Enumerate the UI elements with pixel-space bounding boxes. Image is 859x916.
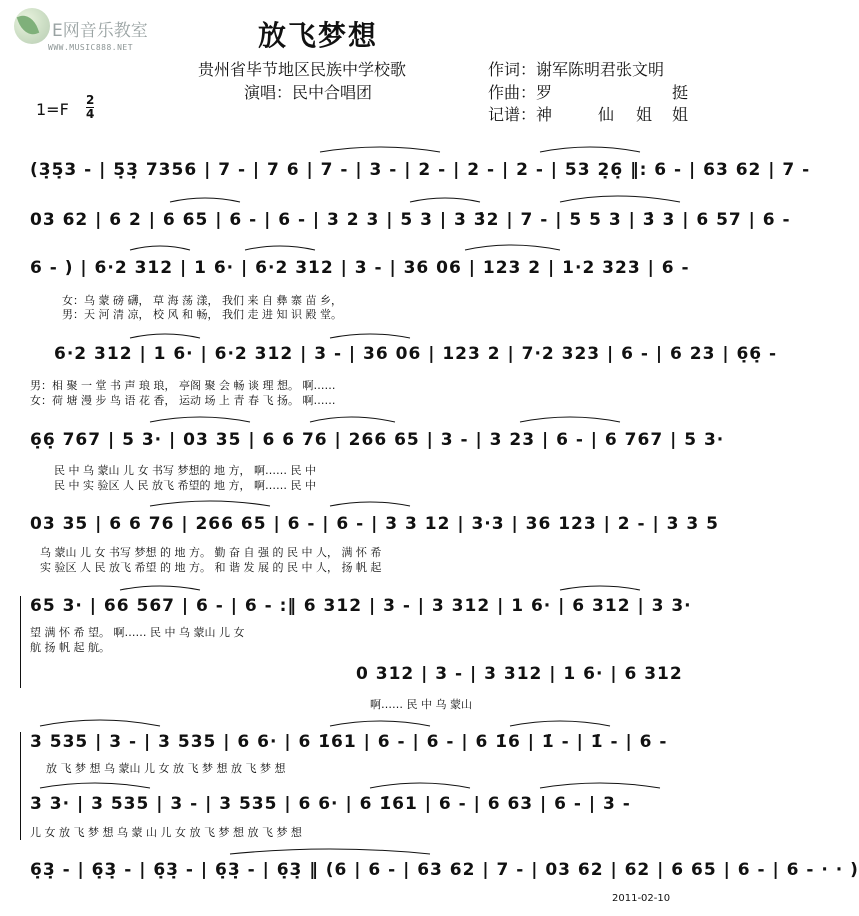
transcriber-credit: 记谱：神 <box>488 105 553 124</box>
score-line-4: 6·2 312 | 1 6· | 6·2 312 | 3 - | 36 06 | 123 2 | 7·2 323 | 6 - | 6 23 | 6̣6̣ - <box>54 344 778 364</box>
slur-arc <box>560 196 680 202</box>
score-line-10: 3 3· | 3 535 | 3 - | 3 535 | 6 6· | 6 1̇61 | 6 - | 6 63 | 6 - | 3 - <box>30 794 631 814</box>
performer: 演唱：民中合唱团 <box>244 83 373 102</box>
slur-arc <box>170 198 240 202</box>
score-line-11: 6̣3̣ - | 6̣3̣ - | 6̣3̣ - | 6̣3̣ - | 6̣3̣ ‖ (6 | 6 - | 63 62 | 7 - | 03 62 | 62 | 6 65 | 6 - | 6 - · · ) <box>30 860 859 880</box>
slur-arc <box>150 501 270 506</box>
slur-arc <box>370 783 470 788</box>
lyric-line-4-male: 男：相 聚 一 堂 书 声 琅 琅， 亭阁 聚 会 畅 谈 理 想。 啊…… <box>30 379 336 392</box>
score-line-6: 03 35 | 6 6 76 | 266 65 | 6 - | 6 - | 3 3 12 | 3·3 | 36 123 | 2 - | 3 3 5 <box>30 514 719 534</box>
transcriber-char: 仙 <box>598 105 615 124</box>
transcriber-char: 姐 <box>672 105 689 124</box>
system-bracket <box>20 732 21 840</box>
slur-arc <box>330 721 430 726</box>
composer-credit: 作曲：罗 <box>488 83 553 102</box>
slur-arc <box>560 586 640 590</box>
song-title: 放飞梦想 <box>258 19 379 52</box>
slur-arc <box>540 783 660 788</box>
slur-arc <box>130 246 190 250</box>
score-line-3: 6 - ) | 6·2 312 | 1 6· | 6·2 312 | 3 - | 36 06 | 123 2 | 1·2 323 | 6 - <box>30 258 690 278</box>
slur-arc <box>465 245 560 250</box>
slur-arc <box>230 849 430 854</box>
transcriber-char: 姐 <box>636 105 653 124</box>
slur-arc <box>320 147 440 152</box>
slur-arc <box>330 502 410 506</box>
score-line-7: 65 3· | 66 567 | 6 - | 6 - :‖ 6 312 | 3 - | 3 312 | 1 6· | 6 312 | 3 3· <box>30 596 692 616</box>
time-signature <box>86 94 94 121</box>
lyric-line-6-a: 乌 蒙山 儿 女 书写 梦想 的 地 方。 勤 奋 自 强 的 民 中 人， 满 怀 希 <box>40 546 382 559</box>
lyric-line-7-a: 望 满 怀 希 望。 啊…… 民 中 乌 蒙山 儿 女 <box>30 626 245 639</box>
slur-arc <box>540 147 640 152</box>
song-subtitle: 贵州省毕节地区民族中学校歌 <box>198 60 407 79</box>
key-signature: 1=F <box>36 100 69 119</box>
score-line-2: 03 62 | 6 2 | 6 65 | 6 - | 6 - | 3 2 3 | 5 3 | 3 3̇2 | 7 - | 5 5 3 | 3̇ 3 | 6 57 | 6 - <box>30 210 791 230</box>
lyric-line-7-b: 航 扬 帆 起 航。 <box>30 641 110 654</box>
composer-name-end: 挺 <box>672 83 689 102</box>
score-line-1: (3̣5̣3 - | 5̣3̣ 7356 | 7 - | 7 6 | 7 - | 3 - | 2 - | 2 - | 2 - | 53 2̣6̣ ‖: 6 - | 63 62 | 7 - <box>30 160 811 180</box>
time-top: 2 <box>86 93 95 107</box>
slur-arc <box>510 721 610 726</box>
lyric-line-10: 儿 女 放 飞 梦 想 乌 蒙 山 儿 女 放 飞 梦 想 放 飞 梦 想 <box>30 826 302 839</box>
slur-arc <box>245 246 315 250</box>
slur-arc <box>120 586 200 590</box>
lyricist-credit: 作词：谢军陈明君张文明 <box>488 60 665 79</box>
lyric-line-4-female: 女：荷 塘 漫 步 鸟 语 花 香， 运动 场 上 青 春 飞 扬。 啊…… <box>30 394 336 407</box>
slur-arc <box>130 334 200 338</box>
logo-text: E网音乐教室 <box>52 21 148 41</box>
date-stamp: 2011-02-10 <box>612 893 671 904</box>
slur-arc <box>150 417 250 422</box>
slur-arc <box>310 417 395 422</box>
lyric-line-3-female: 女：乌 蒙 磅 礴， 草 海 荡 漾， 我们 来 自 彝 寨 苗 乡， <box>62 294 342 307</box>
score-line-5: 6̣6̣ 767 | 5 3· | 03 35 | 6 6 76 | 266 65 | 3 - | 3 23 | 6 - | 6 767 | 5 3· <box>30 430 725 450</box>
score-line-8: 0 312 | 3 - | 3 312 | 1 6· | 6 312 <box>356 664 683 684</box>
lyric-line-9: 放 飞 梦 想 乌 蒙山 儿 女 放 飞 梦 想 放 飞 梦 想 <box>46 762 286 775</box>
lyric-line-5-b: 民 中 实 验区 人 民 放飞 希望的 地 方， 啊…… 民 中 <box>54 479 316 492</box>
time-bottom: 4 <box>86 107 95 121</box>
lyric-line-5-a: 民 中 乌 蒙山 儿 女 书写 梦想的 地 方， 啊…… 民 中 <box>54 464 316 477</box>
slur-arc <box>40 783 150 788</box>
logo-url: WWW.MUSIC888.NET <box>48 43 134 52</box>
slur-arc <box>40 720 160 726</box>
lyric-line-6-b: 实 验区 人 民 放飞 希望 的 地 方。 和 谐 发 展 的 民 中 人， 扬 帆 起 <box>40 561 382 574</box>
slur-arc <box>330 334 410 338</box>
score-line-9: 3 535 | 3 - | 3 535 | 6 6· | 6 1̇61 | 6 - | 6 - | 6 1̇6 | 1̇ - | 1̇ - | 6 - <box>30 732 668 752</box>
slur-arc <box>410 198 480 202</box>
slur-arc <box>520 417 620 422</box>
system-bracket <box>20 596 21 688</box>
lyric-line-8: 啊…… 民 中 乌 蒙山 <box>370 698 472 711</box>
lyric-line-3-male: 男：天 河 清 凉， 校 风 和 畅， 我们 走 进 知 识 殿 堂。 <box>62 308 342 321</box>
